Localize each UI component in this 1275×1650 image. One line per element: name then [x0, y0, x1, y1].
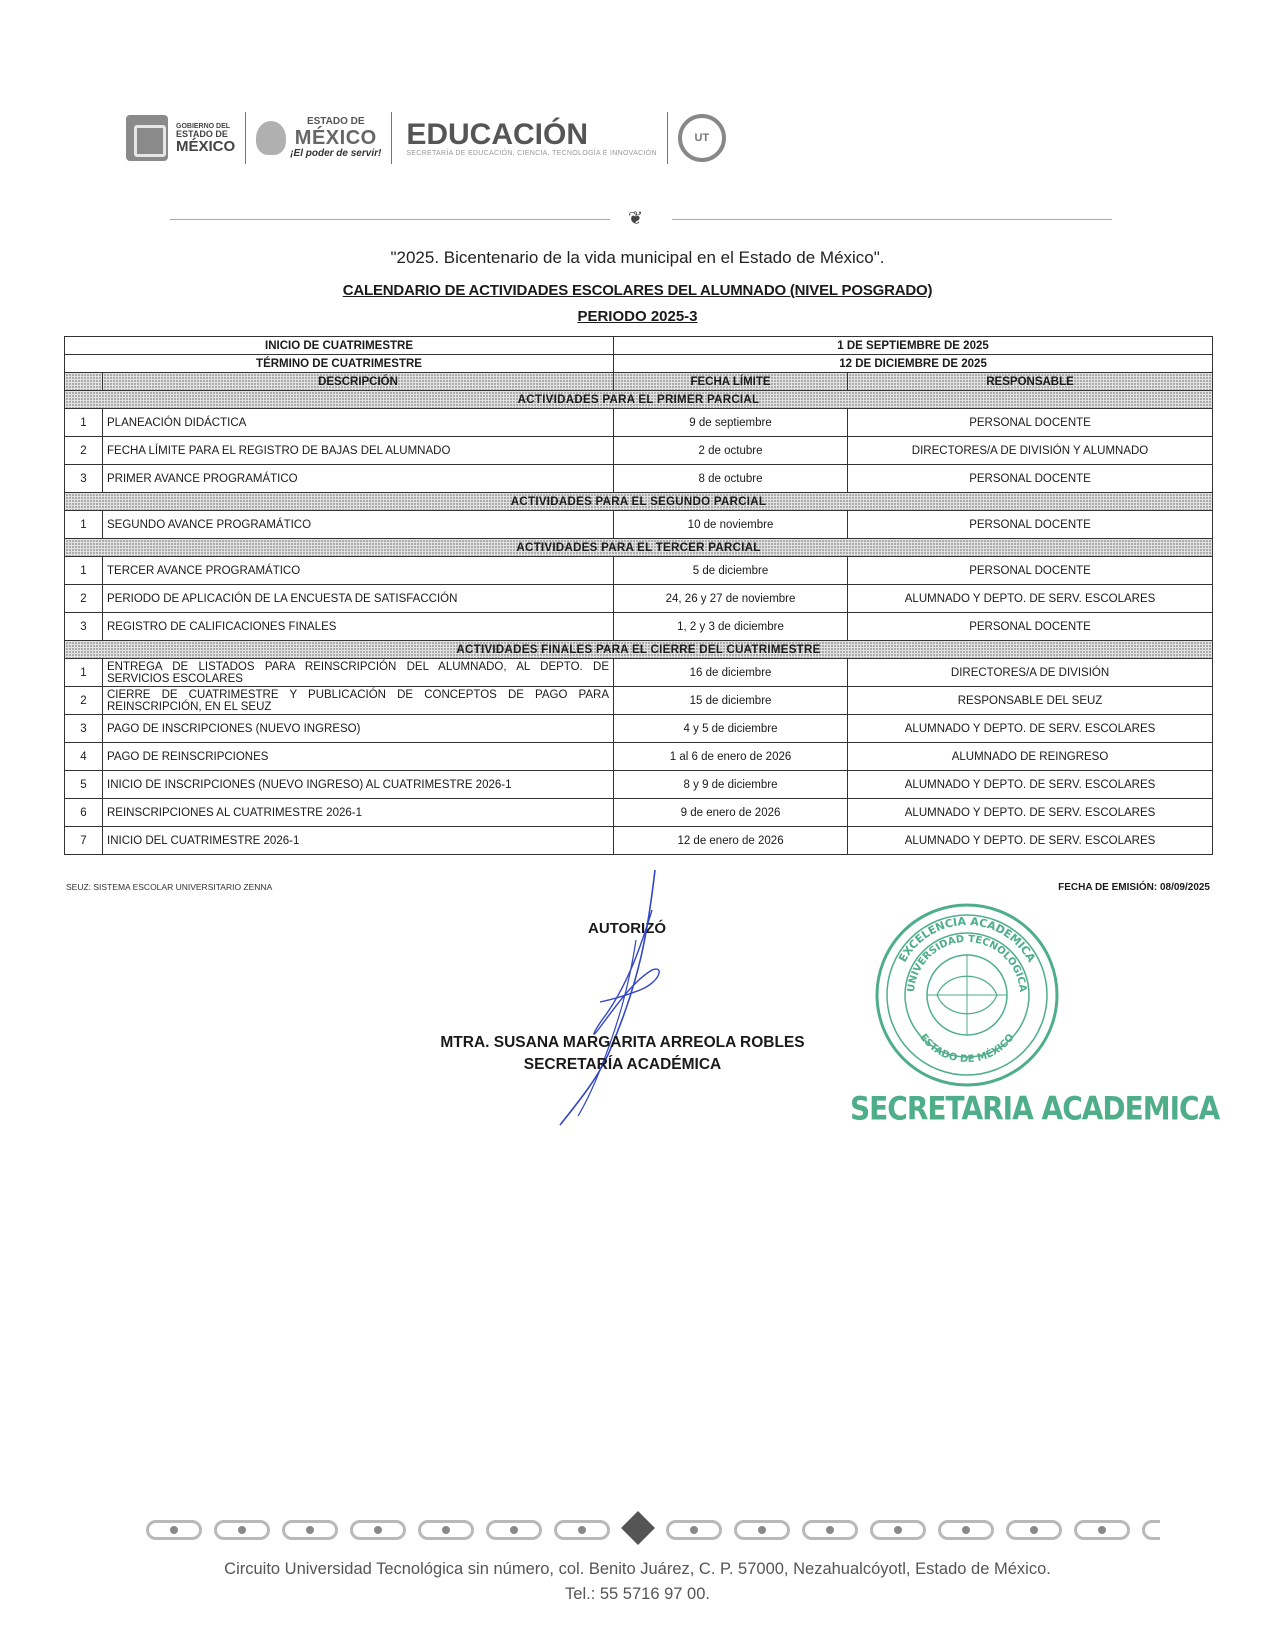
academic-secretary-stamp — [872, 900, 1062, 1090]
row-number: 3 — [65, 465, 103, 493]
section-title: ACTIVIDADES PARA EL SEGUNDO PARCIAL — [65, 493, 1213, 511]
row-number: 6 — [65, 799, 103, 827]
row-responsible: ALUMNADO Y DEPTO. DE SERV. ESCOLARES — [848, 771, 1213, 799]
row-deadline: 9 de enero de 2026 — [614, 799, 848, 827]
row-description: TERCER AVANCE PROGRAMÁTICO — [103, 557, 614, 585]
row-deadline: 8 y 9 de diciembre — [614, 771, 848, 799]
row-description: REGISTRO DE CALIFICACIONES FINALES — [103, 613, 614, 641]
row-deadline: 24, 26 y 27 de noviembre — [614, 585, 848, 613]
row-deadline: 5 de diciembre — [614, 557, 848, 585]
footnote: SEUZ: SISTEMA ESCOLAR UNIVERSITARIO ZENNA — [66, 882, 273, 892]
educacion-subtitle: SECRETARÍA DE EDUCACIÓN, CIENCIA, TECNOLOGÍA E INNOVACIÓN — [406, 149, 657, 157]
edomex-line1: ESTADO DE — [306, 116, 365, 127]
signer-name: MTRA. SUSANA MARGARITA ARREOLA ROBLES — [440, 1034, 805, 1051]
issue-date: FECHA DE EMISIÓN: 08/09/2025 — [1058, 882, 1210, 893]
row-responsible: ALUMNADO Y DEPTO. DE SERV. ESCOLARES — [848, 827, 1213, 855]
section-title: ACTIVIDADES FINALES PARA EL CIERRE DEL CUATRIMESTRE — [65, 641, 1213, 659]
row-deadline: 10 de noviembre — [614, 511, 848, 539]
row-deadline: 4 y 5 de diciembre — [614, 715, 848, 743]
row-number: 7 — [65, 827, 103, 855]
header-logos — [126, 110, 796, 166]
stamp-bottom-text: ESTADO DE MÉXICO — [917, 1032, 1017, 1066]
row-number: 2 — [65, 687, 103, 715]
column-header-number — [65, 373, 103, 391]
row-description: FECHA LÍMITE PARA EL REGISTRO DE BAJAS DEL ALUMNADO — [103, 437, 614, 465]
section-title: ACTIVIDADES PARA EL TERCER PARCIAL — [65, 539, 1213, 557]
column-header-description: DESCRIPCIÓN — [103, 373, 614, 391]
row-description: PRIMER AVANCE PROGRAMÁTICO — [103, 465, 614, 493]
row-description: ENTREGA DE LISTADOS PARA REINSCRIPCIÓN DEL ALUMNADO, AL DEPTO. DE SERVICIOS ESCOLARES — [103, 659, 614, 687]
ornament-link-icon — [864, 1513, 932, 1547]
table-row — [65, 771, 1213, 799]
state-seal-icon — [126, 115, 168, 161]
row-responsible: PERSONAL DOCENTE — [848, 409, 1213, 437]
row-description: SEGUNDO AVANCE PROGRAMÁTICO — [103, 511, 614, 539]
document-period: PERIODO 2025-3 — [577, 308, 698, 325]
gobierno-line2: ESTADO DE — [176, 128, 228, 139]
row-number: 3 — [65, 715, 103, 743]
ut-logo-text: UT — [694, 132, 710, 144]
table-row — [65, 585, 1213, 613]
educacion-logo — [406, 117, 657, 157]
row-description: PERIODO DE APLICACIÓN DE LA ENCUESTA DE SATISFACCIÓN — [103, 585, 614, 613]
table-row — [65, 687, 1213, 715]
ornament-link-icon — [208, 1513, 276, 1547]
row-responsible: ALUMNADO DE REINGRESO — [848, 743, 1213, 771]
edomex-logo-text — [290, 117, 381, 159]
row-number: 2 — [65, 437, 103, 465]
row-responsible: ALUMNADO Y DEPTO. DE SERV. ESCOLARES — [848, 585, 1213, 613]
table-row — [65, 409, 1213, 437]
section-header-row — [65, 493, 1213, 511]
row-responsible: PERSONAL DOCENTE — [848, 511, 1213, 539]
edomex-line3: ¡El poder de servir! — [290, 147, 382, 159]
row-description: PLANEACIÓN DIDÁCTICA — [103, 409, 614, 437]
row-responsible: PERSONAL DOCENTE — [848, 613, 1213, 641]
row-description: PAGO DE REINSCRIPCIONES — [103, 743, 614, 771]
ornament-link-icon — [932, 1513, 1000, 1547]
table-row — [65, 437, 1213, 465]
leaf-icon: ❦ — [628, 208, 644, 228]
activity-calendar-table — [64, 336, 1213, 855]
stamp-outer-text: EXCELENCIA ACADÉMICA — [896, 914, 1038, 965]
decorative-ornament-border — [140, 1508, 1160, 1552]
logo-separator — [667, 112, 668, 164]
slogan: "2025. Bicentenario de la vida municipal en el Estado de México". — [390, 248, 885, 267]
ornament-link-icon — [140, 1513, 208, 1547]
row-deadline: 16 de diciembre — [614, 659, 848, 687]
row-responsible: PERSONAL DOCENTE — [848, 557, 1213, 585]
column-header-responsible: RESPONSABLE — [848, 373, 1213, 391]
ornament-link-icon — [344, 1513, 412, 1547]
end-row — [65, 355, 1213, 373]
stamp-label: SECRETARIA ACADEMICA — [850, 1089, 1220, 1128]
table-row — [65, 659, 1213, 687]
section-header-row — [65, 539, 1213, 557]
ornament-link-icon — [728, 1513, 796, 1547]
table-row — [65, 827, 1213, 855]
row-number: 5 — [65, 771, 103, 799]
row-deadline: 1, 2 y 3 de diciembre — [614, 613, 848, 641]
row-number: 1 — [65, 511, 103, 539]
row-description: PAGO DE INSCRIPCIONES (NUEVO INGRESO) — [103, 715, 614, 743]
divider-line-right — [672, 219, 1112, 220]
document-title: CALENDARIO DE ACTIVIDADES ESCOLARES DEL ALUMNADO (NIVEL POSGRADO) — [342, 282, 933, 299]
row-description: REINSCRIPCIONES AL CUATRIMESTRE 2026-1 — [103, 799, 614, 827]
row-responsible: ALUMNADO Y DEPTO. DE SERV. ESCOLARES — [848, 715, 1213, 743]
gobierno-line3: MÉXICO — [176, 137, 236, 155]
table-row — [65, 715, 1213, 743]
row-description: INICIO DEL CUATRIMESTRE 2026-1 — [103, 827, 614, 855]
column-header-row — [65, 373, 1213, 391]
row-number: 1 — [65, 659, 103, 687]
section-header-row — [65, 391, 1213, 409]
row-description: CIERRE DE CUATRIMESTRE Y PUBLICACIÓN DE CONCEPTOS DE PAGO PARA REINSCRIPCIÓN, EN EL SEUZ — [103, 687, 614, 715]
handwritten-signature — [540, 870, 700, 1130]
ornament-link-icon — [1000, 1513, 1068, 1547]
row-number: 2 — [65, 585, 103, 613]
ornament-link-icon — [480, 1513, 548, 1547]
svg-text:ESTADO DE MÉXICO — [917, 1032, 1016, 1065]
table-row — [65, 511, 1213, 539]
ornament-link-icon — [548, 1513, 616, 1547]
row-responsible: RESPONSABLE DEL SEUZ — [848, 687, 1213, 715]
ornament-link-icon — [1068, 1513, 1136, 1547]
table-row — [65, 465, 1213, 493]
ornament-link-icon — [796, 1513, 864, 1547]
hummingbird-logo-icon — [256, 121, 286, 155]
row-number: 3 — [65, 613, 103, 641]
row-number: 4 — [65, 743, 103, 771]
logo-separator — [391, 112, 392, 164]
row-deadline: 12 de enero de 2026 — [614, 827, 848, 855]
row-deadline: 15 de diciembre — [614, 687, 848, 715]
section-header-row — [65, 641, 1213, 659]
row-responsible: PERSONAL DOCENTE — [848, 465, 1213, 493]
row-deadline: 2 de octubre — [614, 437, 848, 465]
edomex-line2: MÉXICO — [294, 126, 377, 149]
authorization-label: AUTORIZÓ — [588, 920, 667, 937]
table-row — [65, 743, 1213, 771]
end-value: 12 DE DICIEMBRE DE 2025 — [614, 355, 1213, 373]
logo-separator — [245, 112, 246, 164]
start-label: INICIO DE CUATRIMESTRE — [65, 337, 614, 355]
stamp-ring-text: UNIVERSIDAD TECNOLÓGICA — [905, 933, 1029, 993]
signer-role: SECRETARÍA ACADÉMICA — [523, 1056, 722, 1073]
ornament-link-icon — [1136, 1513, 1160, 1547]
footer-phone: Tel.: 55 5716 97 00. — [565, 1585, 710, 1603]
row-responsible: DIRECTORES/A DE DIVISIÓN — [848, 659, 1213, 687]
ornament-link-icon — [276, 1513, 344, 1547]
row-number: 1 — [65, 409, 103, 437]
row-responsible: DIRECTORES/A DE DIVISIÓN Y ALUMNADO — [848, 437, 1213, 465]
table-row — [65, 799, 1213, 827]
column-header-date: FECHA LÍMITE — [614, 373, 848, 391]
section-title: ACTIVIDADES PARA EL PRIMER PARCIAL — [65, 391, 1213, 409]
educacion-title: EDUCACIÓN — [406, 117, 588, 151]
row-number: 1 — [65, 557, 103, 585]
ut-logo-icon — [678, 114, 726, 162]
row-responsible: ALUMNADO Y DEPTO. DE SERV. ESCOLARES — [848, 799, 1213, 827]
ornament-flower-icon — [616, 1508, 660, 1552]
row-deadline: 1 al 6 de enero de 2026 — [614, 743, 848, 771]
gobierno-line1: GOBIERNO DEL — [176, 122, 231, 130]
row-deadline: 8 de octubre — [614, 465, 848, 493]
start-row — [65, 337, 1213, 355]
end-label: TÉRMINO DE CUATRIMESTRE — [65, 355, 614, 373]
table-row — [65, 557, 1213, 585]
row-description: INICIO DE INSCRIPCIONES (NUEVO INGRESO) AL CUATRIMESTRE 2026-1 — [103, 771, 614, 799]
divider-line-left — [170, 219, 610, 220]
table-row — [65, 613, 1213, 641]
ornament-link-icon — [412, 1513, 480, 1547]
footer-address: Circuito Universidad Tecnológica sin número, col. Benito Juárez, C. P. 57000, Nezahualcóyotl, Estado de México. — [224, 1560, 1051, 1578]
start-value: 1 DE SEPTIEMBRE DE 2025 — [614, 337, 1213, 355]
gobierno-logo-text — [176, 123, 235, 154]
row-deadline: 9 de septiembre — [614, 409, 848, 437]
ornament-link-icon — [660, 1513, 728, 1547]
